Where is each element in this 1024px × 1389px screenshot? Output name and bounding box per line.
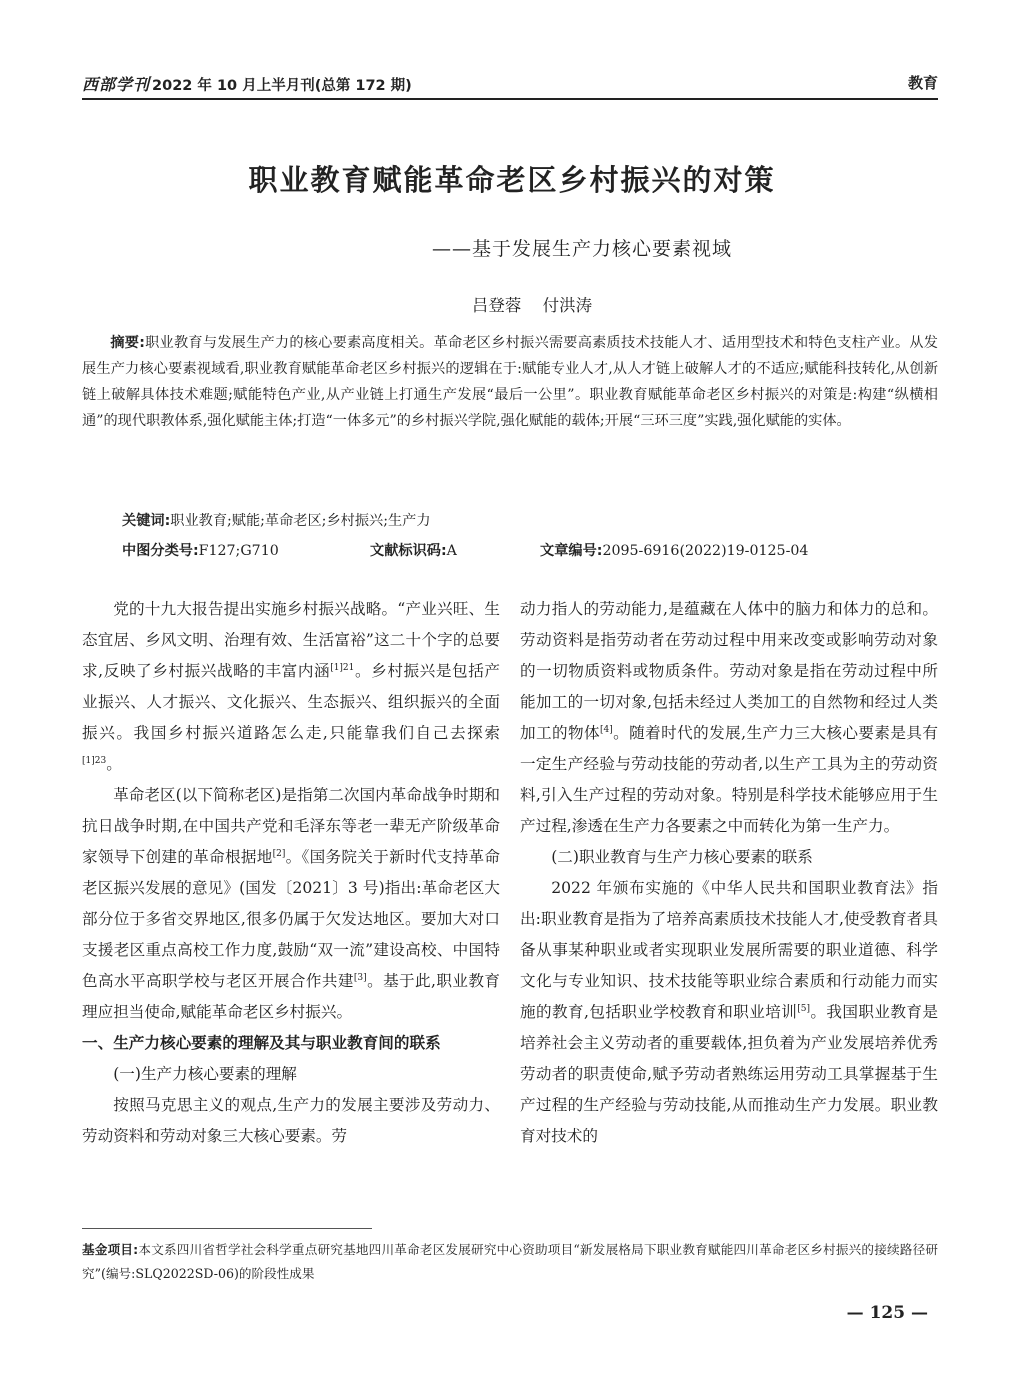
funding-label: 基金项目:	[82, 1242, 139, 1257]
keywords-text: 职业教育;赋能;革命老区;乡村振兴;生产力	[170, 513, 431, 529]
abstract-text: 职业教育与发展生产力的核心要素高度相关。革命老区乡村振兴需要高素质技术技能人才、适用型技术和特色支柱产业。从发展生产力核心要素视域看,职业教育赋能革命老区乡村振兴的逻辑在于:赋能专业人才,从人才链上破解人才的不适应;赋能科技转化,从创新链上破解具体技术难题;赋能特色产业,从产业链上打通生产发展“最后一公里”。职业教育赋能革命老区乡村振兴的对策是:构建“纵横相通”的现代职教体系,强化赋能主体;打造“一体多元”的乡村振兴学院,强化赋能的载体;开展“三环三度”实践,强化赋能的实体。	[82, 335, 939, 429]
clc-label: 中图分类号:	[122, 543, 199, 559]
body-column-right	[520, 594, 938, 1152]
issue-info: 2022 年 10 月上半月刊(总第 172 期)	[152, 78, 412, 94]
subsection-heading: (二)职业教育与生产力核心要素的联系	[551, 848, 813, 866]
text-run: 党的十九大报告提出实施乡村振兴战略。“产业兴旺、生态宜居、乡风文明、治理有效、生活富裕”这二十个字的总要求,反映了乡村振兴战略的丰富内涵	[82, 600, 500, 680]
header-rule	[82, 98, 938, 100]
citation: [1]23	[82, 755, 107, 766]
citation: [4]	[599, 724, 613, 735]
paragraph	[520, 594, 938, 842]
text-run: 。随着时代的发展,生产力三大核心要素是具有一定生产经验与劳动技能的劳动者,以生产工具为主的劳动资料,引入生产过程的劳动对象。特别是科学技术能够应用于生产过程,渗透在生产力各要素之中而转化为第一生产力。	[520, 724, 938, 835]
citation: [1]21	[330, 662, 355, 673]
paragraph: 按照马克思主义的观点,生产力的发展主要涉及劳动力、劳动资料和劳动对象三大核心要素。劳	[82, 1096, 500, 1145]
article-title: 职业教育赋能革命老区乡村振兴的对策	[248, 163, 776, 197]
doc-code-label: 文献标识码:	[370, 543, 447, 559]
text-run: 。《国务院关于新时代支持革命老区振兴发展的意见》(国发〔2021〕3 号)指出:革命老区大部分位于多省交界地区,很多仍属于欠发达地区。要加大对口支援老区重点高校工作力度,鼓励“双一流”建设高校、中国特色高水平高职学校与老区开展合作共建	[82, 848, 500, 990]
text-run: 。基于此,职业教育理应担当使命,赋能革命老区乡村振兴。	[82, 972, 500, 1021]
article-number-value: 2095-6916(2022)19-0125-04	[602, 543, 809, 559]
footnote	[82, 1238, 938, 1286]
paragraph	[82, 780, 500, 1028]
article-subtitle: ——基于发展生产力核心要素视域	[431, 238, 732, 260]
abstract	[82, 330, 938, 434]
citation: [5]	[797, 1003, 811, 1014]
footnote-rule	[82, 1228, 372, 1229]
classification-info	[122, 540, 938, 560]
text-run: 。乡村振兴是包括产业振兴、人才振兴、文化振兴、生态振兴、组织振兴的全面振兴。我国乡村振兴道路怎么走,只能靠我们自己去探索	[82, 662, 500, 742]
text-run: 革命老区(以下简称老区)是指第二次国内革命战争时期和抗日战争时期,在中国共产党和毛泽东等老一辈无产阶级革命家领导下创建的革命根据地	[82, 786, 500, 866]
keywords-label: 关键词:	[122, 513, 171, 529]
text-run: 2022 年颁布实施的《中华人民共和国职业教育法》指出:职业教育是指为了培养高素质技术技能人才,使受教育者具备从事某种职业或者实现职业发展所需要的职业道德、科学文化与专业知识、技术技能等职业综合素质和行动能力而实施的教育,包括职业学校教育和职业培训	[520, 879, 938, 1021]
funding-text: 本文系四川省哲学社会科学重点研究基地四川革命老区发展研究中心资助项目“新发展格局下职业教育赋能四川革命老区乡村振兴的接续路径研究”(编号:SLQ2022SD-06)的阶段性成果	[82, 1242, 938, 1281]
paragraph	[520, 873, 938, 1152]
article-number-label: 文章编号:	[540, 543, 603, 559]
subsection-heading: (一)生产力核心要素的理解	[113, 1065, 297, 1083]
abstract-label: 摘要:	[110, 335, 145, 351]
author-list: 吕登蓉 付洪涛	[471, 296, 593, 315]
text-run: 。	[106, 755, 122, 773]
text-run: 。我国职业教育是培养社会主义劳动者的重要载体,担负着为产业发展培养优秀劳动者的职责使命,赋予劳动者熟练运用劳动工具掌握基于生产过程的生产经验与劳动技能,从而推动生产力发展。职业教育对技术的	[520, 1003, 938, 1145]
section-heading: 一、生产力核心要素的理解及其与职业教育间的联系	[82, 1034, 441, 1052]
header-left	[82, 72, 412, 95]
clc-value: F127;G710	[198, 543, 279, 559]
page-number: — 125 —	[846, 1303, 928, 1323]
section-name: 教育	[907, 74, 938, 92]
text-run: 动力指人的劳动能力,是蕴藏在人体中的脑力和体力的总和。劳动资料是指劳动者在劳动过程中用来改变或影响劳动对象的一切物质资料或物质条件。劳动对象是指在劳动过程中所能加工的一切对象,包括未经过人类加工的自然物和经过人类加工的物体	[520, 600, 938, 742]
running-header	[82, 70, 938, 100]
citation: [3]	[353, 972, 367, 983]
journal-logo: 西部学刊	[82, 75, 151, 94]
keywords	[122, 510, 938, 530]
doc-code-value: A	[446, 543, 457, 559]
body-column-left	[82, 594, 500, 1152]
citation: [2]	[272, 848, 286, 859]
paragraph	[82, 594, 500, 780]
